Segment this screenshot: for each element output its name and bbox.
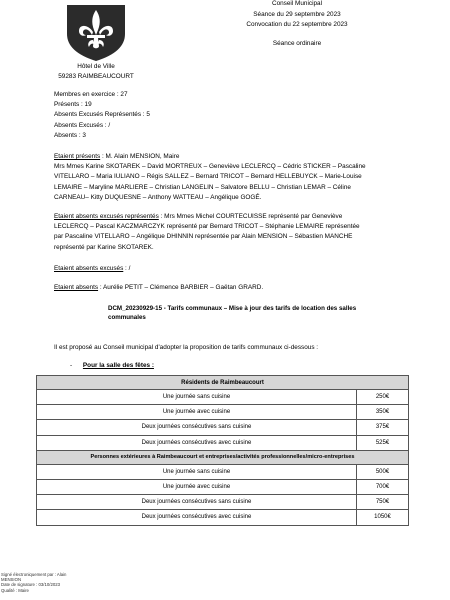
- row-label: Une journée sans cuisine: [37, 464, 357, 479]
- row-label: Une journée avec cuisine: [37, 479, 357, 494]
- table-row: [37, 405, 409, 420]
- excused-label: Etaient absents excusés: [54, 265, 124, 272]
- present-label: Etaient présents: [54, 153, 101, 160]
- fleur-de-lis-shield-icon: [66, 4, 126, 62]
- row-price: 1050€: [357, 510, 409, 525]
- row-price: 500€: [357, 464, 409, 479]
- represented-line: LECLERCQ – Pascal KACZMARCZYK représenté par Bernard TRICOT – Stéphanie LEMAIRE représentée: [54, 223, 360, 231]
- table-section-header: [37, 376, 409, 390]
- row-price: 750€: [357, 495, 409, 510]
- fees-table: [36, 375, 409, 526]
- town-address: 59283 RAIMBEAUCOURT: [58, 73, 134, 80]
- convocation-date: Convocation du 22 septembre 2023: [246, 21, 348, 28]
- row-price: 525€: [357, 435, 409, 450]
- absent-label: Etaient absents: [54, 284, 99, 291]
- represented-first: : Mrs Mmes Michel COURTECUISSE représenté par Geneviève: [158, 213, 343, 220]
- row-label: Une journée avec cuisine: [37, 405, 357, 420]
- count-excused: Absents Excusés : /: [54, 121, 111, 129]
- signature-line: Signé électroniquement par : Alain: [1, 572, 67, 577]
- electronic-signature: [1, 572, 66, 593]
- row-price: 375€: [357, 420, 409, 435]
- present-line: Mrs Mmes Karine SKOTAREK – David MORTREUX – Geneviève LECLERCQ – Cédric STICKER – Pascaline: [54, 163, 366, 171]
- present-line: CARNEAU– Kitty DUQUESNE – Anthony WATTEAU – Angélique GOGÉ.: [54, 193, 262, 201]
- table-row: [37, 495, 409, 510]
- intro-text: Il est proposé au Conseil municipal d'adopter la proposition de tarifs communaux ci-dessous :: [54, 344, 319, 351]
- row-label: Deux journées consécutives sans cuisine: [37, 495, 357, 510]
- present-block: [54, 152, 404, 203]
- row-label: Deux journées consécutives sans cuisine: [37, 420, 357, 435]
- row-label: Deux journées consécutives avec cuisine: [37, 435, 357, 450]
- present-line: VITELLARO – Maria IULIANO – Régis SALLEZ – Bernard TRICOT – Bernard HELLEBUYCK – Marie-Louise: [54, 173, 362, 181]
- town-hall: Hôtel de Ville: [77, 63, 115, 70]
- table-row: [37, 510, 409, 525]
- row-price: 250€: [357, 390, 409, 405]
- row-price: 350€: [357, 405, 409, 420]
- attendance-counts: [54, 90, 150, 141]
- signature-line: Date de signature : 03/10/2023: [1, 582, 61, 588]
- count-members: Membres en exercice : 27: [54, 91, 128, 98]
- table-row: [37, 479, 409, 494]
- table-section-header: [37, 450, 409, 464]
- deliberation-ref: DCM_20230929-15 - Tarifs communaux – Mise à jour des tarifs de location des salles: [108, 305, 357, 312]
- count-absent: Absents : 3: [54, 131, 86, 139]
- deliberation-ref-cont: communales: [108, 314, 146, 321]
- represented-line: par Pascaline VITELLARO – Angélique DHINNIN représentée par Alain MENSION – Sébastien MANCHE: [54, 233, 353, 241]
- count-represented: Absents Excusés Représentés : 5: [54, 111, 150, 119]
- absent-block: [54, 283, 263, 293]
- bullet-text: Pour la salle des fêtes :: [82, 362, 154, 369]
- table-row: [37, 435, 409, 450]
- present-line: LEMAIRE – Maryline MARLIERE – Christian LANGELIN – Salvatore BELLU – Christian LEMAR – Céline: [54, 183, 351, 191]
- excused-text: : /: [123, 265, 131, 272]
- row-label: Deux journées consécutives avec cuisine: [37, 510, 357, 525]
- bullet-mark: -: [70, 362, 73, 369]
- row-label: Une journée sans cuisine: [37, 390, 357, 405]
- session-date: Séance du 29 septembre 2023: [253, 11, 341, 18]
- table-row: [37, 390, 409, 405]
- council-title: Conseil Municipal: [271, 0, 323, 7]
- session-type: Séance ordinaire: [272, 40, 322, 47]
- bullet-item: [70, 361, 154, 371]
- signature-line: Qualité : Maire: [1, 587, 29, 593]
- represented-block: [54, 212, 404, 253]
- section-title: Résidents de Raimbeaucourt: [37, 376, 409, 390]
- present-mayor: : M. Alain MENSION, Maire: [100, 153, 180, 160]
- table-row: [37, 420, 409, 435]
- represented-label: Etaient absents excusés représentés: [54, 213, 159, 220]
- excused-block: [54, 264, 130, 274]
- signature-line: MENSION: [1, 577, 22, 583]
- represented-line: représenté par Karine SKOTAREK.: [54, 243, 154, 251]
- row-price: 700€: [357, 479, 409, 494]
- absent-text: : Aurélie PETIT – Clémence BARBIER – Gaëtan GRARD.: [98, 284, 264, 291]
- table-row: [37, 464, 409, 479]
- section-title: Personnes extérieures à Raimbeaucourt et entreprises/activités professionnelles/micro-entreprises: [37, 450, 409, 464]
- count-present: Présents : 19: [54, 101, 92, 109]
